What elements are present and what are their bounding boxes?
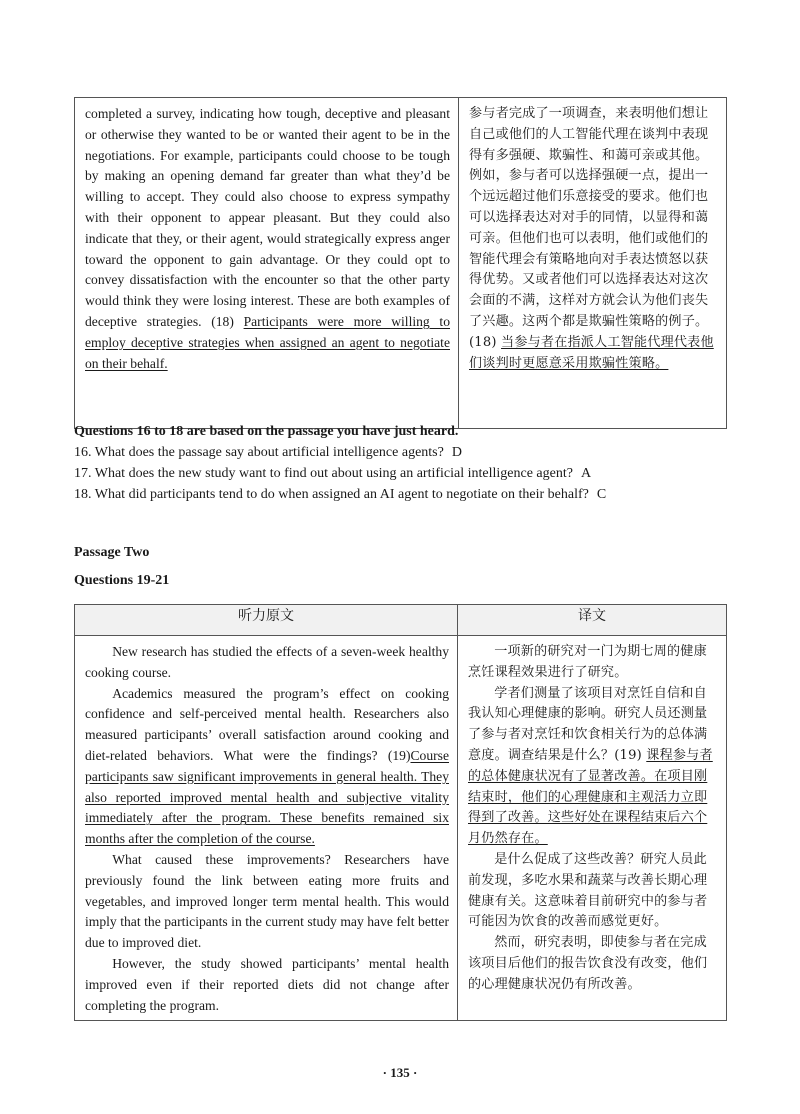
header-original-text: 听力原文 [75, 605, 458, 636]
chinese-translation-cell [458, 636, 727, 1021]
header-translation: 译文 [458, 605, 727, 636]
paragraph-4: However, the study showed participants’ mental health improved even if their reported diets did not change after completing the program. [85, 955, 449, 1013]
transcript-text: completed a survey, indicating how tough, deceptive and pleasant or otherwise they wanted to be or wanted their agent to be in the negotiations. For example, participants could choose to be tough by making an opening demand far greater than what they’d be willing to accept. They could also choose to express sympathy with their opponent to appear pleasant. But they could also indicate that they, or their agent, would strategically express anger toward the opponent to gain advantage. Or they could opt to convey dissatisfaction with the encounter so that the other party would think they were losing interest. These are both examples of deceptive strategies. (18) [85, 106, 450, 329]
question-text: 17. What does the new study want to find out about using an artificial intelligence agent? [74, 466, 573, 481]
answer-letter: D [451, 445, 462, 460]
questions-heading: Questions 16 to 18 are based on the passage you have just heard. [74, 424, 459, 439]
translation-paragraph-4: 然而，研究表明，即使参与者在完成该项目后他们的报告饮食没有改变，他们的心理健康状况仍有所改善。 [468, 935, 708, 992]
paragraph-2-text: Academics measured the program’s effect on cooking confidence and self-perceived mental health. Researchers also measured participants’ overall satisfaction around cooking and diet-related behaviors. What were the findings? (19) [85, 685, 449, 763]
answer-letter: C [596, 487, 607, 502]
chinese-translation-cell [459, 98, 727, 429]
translation-paragraph-2-text: 学者们测量了该项目对烹饪自信和自我认知心理健康的影响。研究人员还测量了参与者对烹饪和饮食相关行为的总体满意度。调查结果是什么？(19) [468, 685, 708, 763]
paragraph-1: New research has studied the effects of a seven-week healthy cooking course. [85, 644, 449, 680]
key-sentence-19: Course participants saw significant improvements in general health. They also reported improved mental health and subjective vitality immediately after the program. These benefits remained six months after the completion of the course. [85, 747, 449, 847]
questions-range-label: Questions 19-21 [74, 573, 170, 588]
paragraph-2 [85, 684, 449, 850]
translation-paragraph-2 [468, 684, 718, 850]
question-18 [74, 487, 606, 503]
translation-key-sentence-18: 当参与者在指派人工智能代理代表他们谈判时更愿意采用欺骗性策略。 [469, 334, 714, 371]
paragraph-3: What caused these improvements? Researchers have previously found the link between eating more fruits and vegetables, and improved longer term mental health. This would imply that the participants in the current study may have felt better due to improved diet. [85, 851, 449, 951]
question-text: 18. What did participants tend to do when assigned an AI agent to negotiate on their behalf? [74, 487, 589, 502]
english-transcript-cell [75, 636, 458, 1021]
question-text: 16. What does the passage say about artificial intelligence agents? [74, 445, 444, 460]
translation-paragraph-1: 一项新的研究对一门为期七周的健康烹饪课程效果进行了研究。 [468, 644, 707, 680]
translation-text: 参与者完成了一项调查，来表明他们想让自己或他们的人工智能代理在谈判中表现得有多强硬、欺骗性、和蔼可亲或其他。例如，参与者可以选择强硬一点，提出一个远远超过他们乐意接受的要求。他们也可以选择表达对对手的同情，以显得和蔼可亲。但他们也可以表明，他们或他们的智能代理会有策略地向对手表达愤怒以获得优势。又或者他们可以选择表达对这次会面的不满，这样对方就会认为他们丧失了兴趣。这两个都是欺骗性策略的例子。(18) [469, 106, 709, 350]
answer-letter: A [580, 466, 592, 481]
key-sentence-18: Participants were more willing to employ deceptive strategies when assigned an agent to negotiate on their behalf. [85, 313, 450, 371]
translation-paragraph-3: 是什么促成了这些改善？研究人员此前发现，多吃水果和蔬菜与改善长期心理健康有关。这意味着目前研究中的参与者可能因为饮食的改善而感觉更好。 [468, 851, 708, 930]
question-16 [74, 445, 462, 461]
passage-one-table-continued [74, 97, 727, 429]
question-17 [74, 466, 591, 482]
passage-two-title: Passage Two [74, 545, 150, 560]
translation-key-sentence-19: 课程参与者的总体健康状况有了显著改善。在项目刚结束时，他们的心理健康和主观活力立即得到了改善。这些好处在课程结束后六个月仍然存在。 [468, 747, 713, 847]
page-number: · 135 · [382, 1065, 418, 1080]
passage-two-table [74, 604, 727, 1021]
english-transcript-cell [75, 98, 459, 429]
